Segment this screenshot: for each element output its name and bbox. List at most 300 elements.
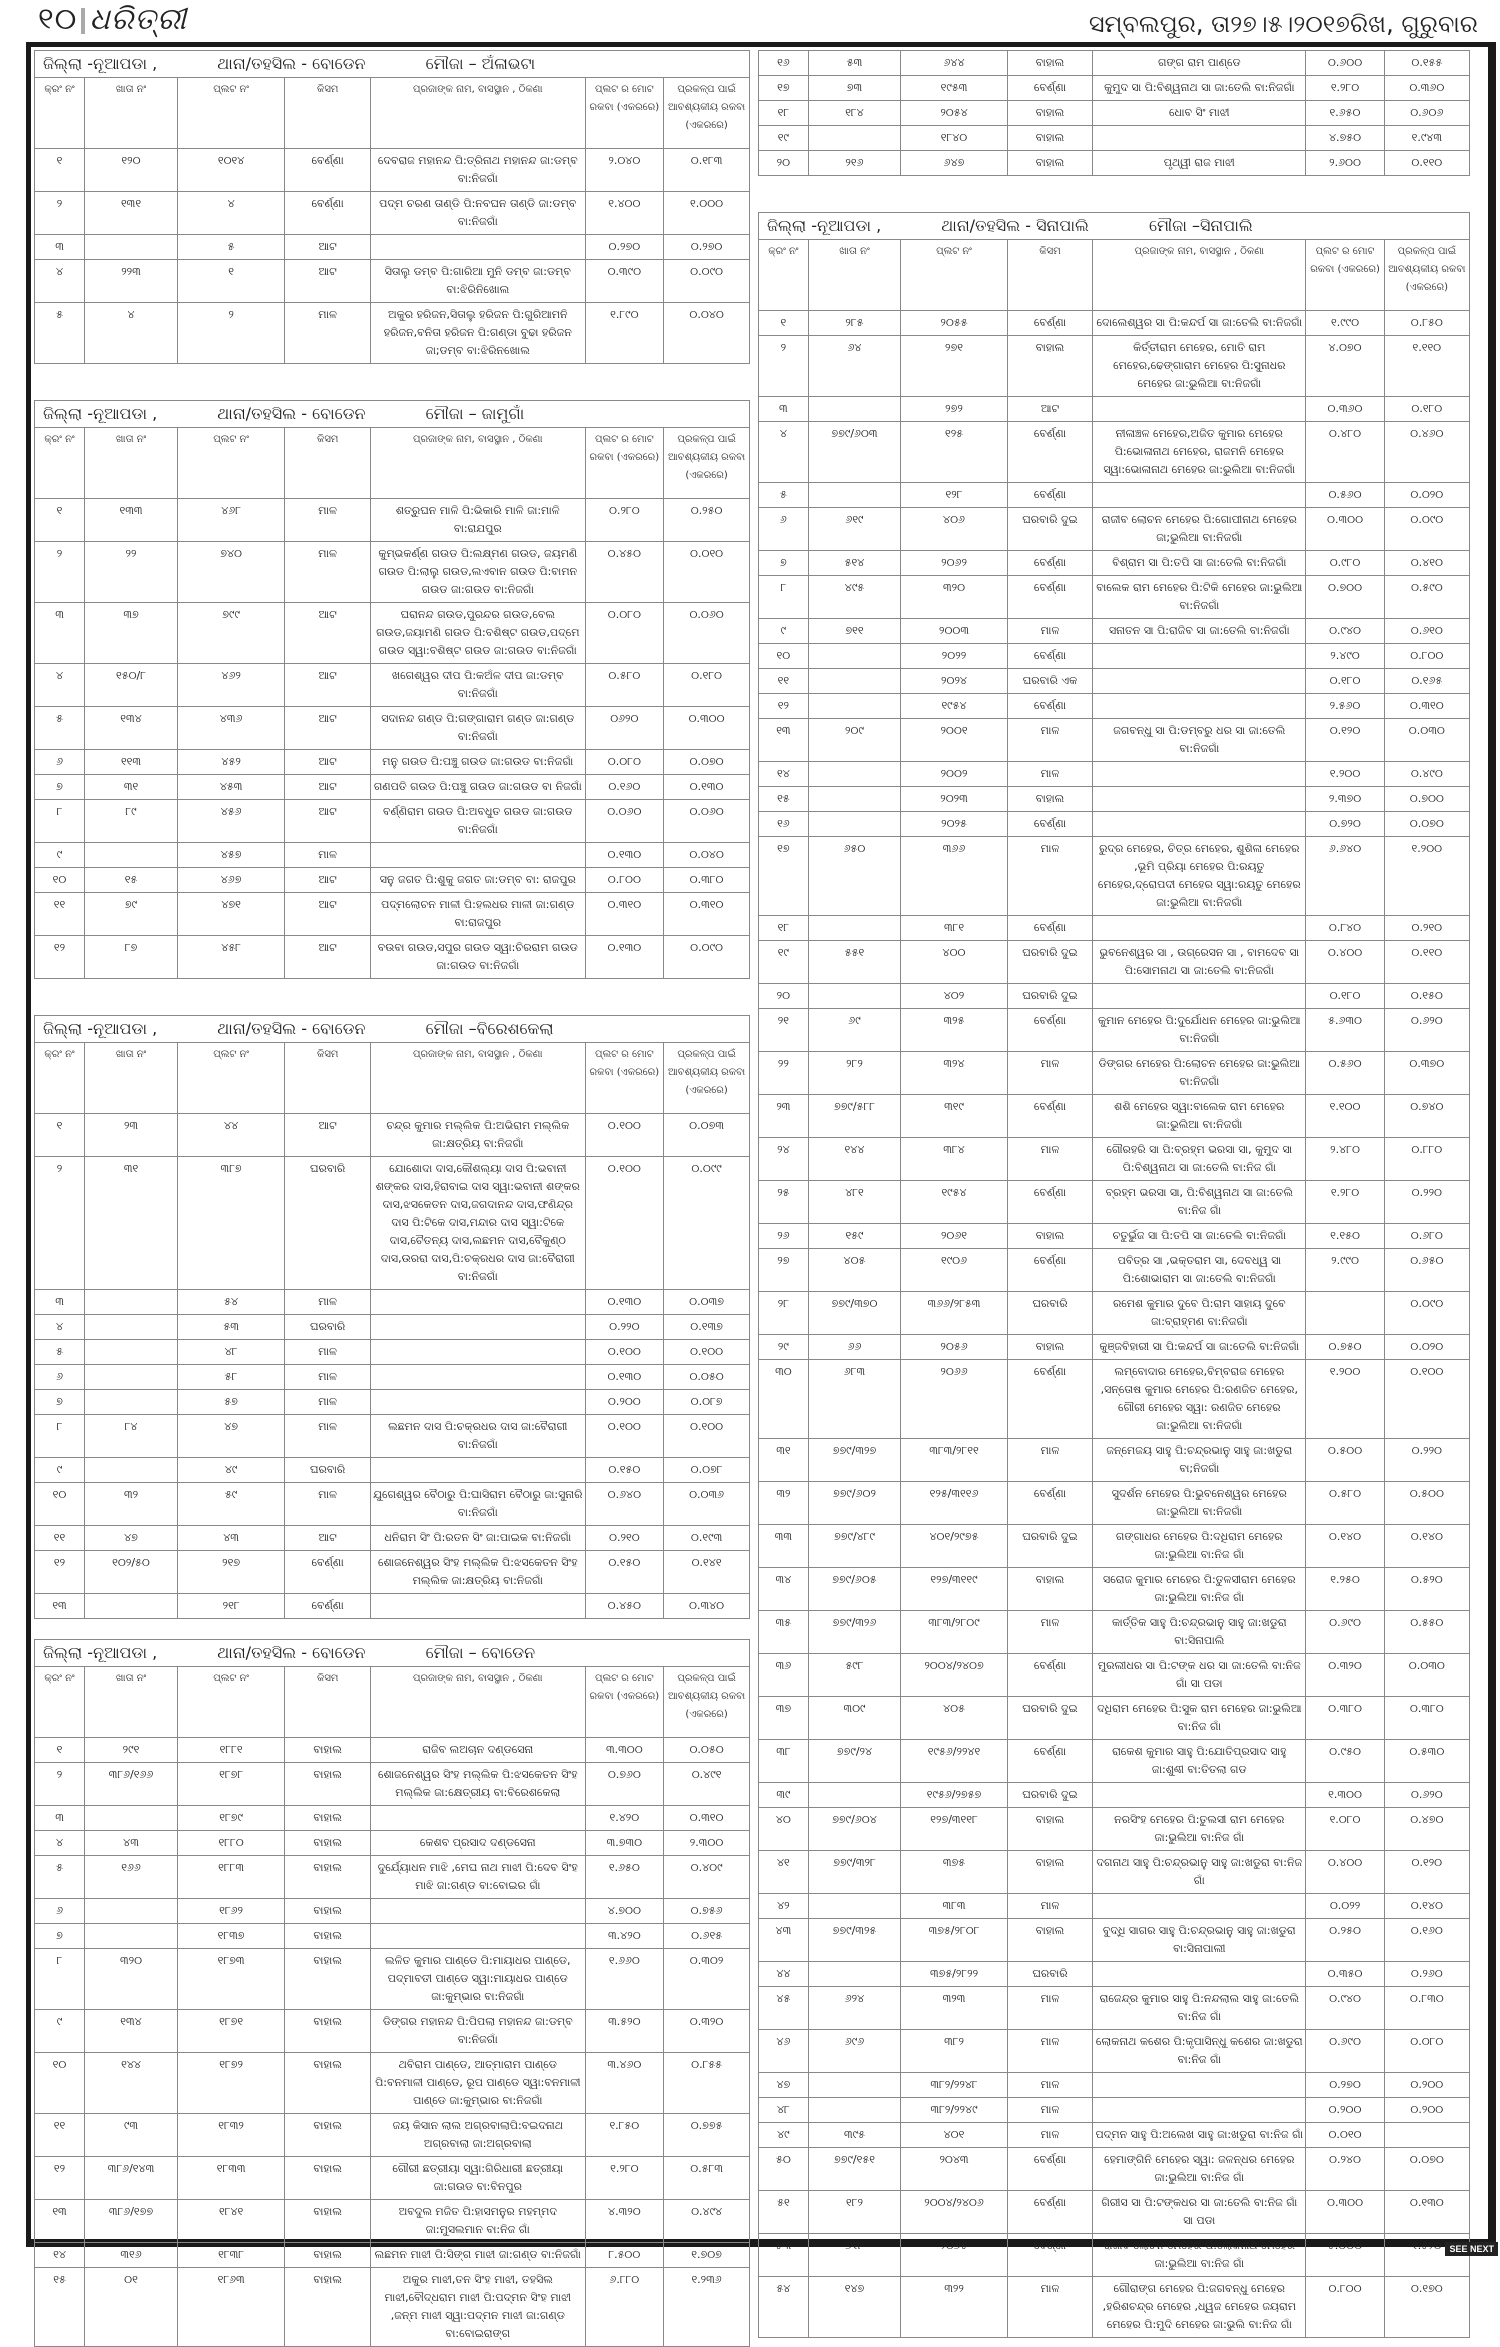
required-area-cell: ୦.୧୪୦ (1384, 1894, 1469, 1919)
plot-cell: ୧୦୧୪ (177, 149, 284, 192)
kisam-cell: ବେର୍ଣ୍ଣା (1007, 644, 1092, 669)
plot-cell: ୨୦୦୪/୨୪୦୭ (901, 1654, 1008, 1697)
total-area-cell: ୦୬୨୦ (585, 707, 664, 750)
kisam-cell: ବାହାଲ (1007, 126, 1092, 151)
table-row (35, 1856, 750, 1899)
col-header-total-area: ପ୍ଲଟ ର ମୋଟ ରକବା (ଏକରରେ) (585, 1667, 664, 1738)
serial-cell: ୧୪ (35, 2243, 85, 2268)
serial-cell: ୫ (35, 1340, 85, 1365)
col-header-total-area: ପ୍ଲଟ ର ମୋଟ ରକବା (ଏକରରେ) (585, 1043, 664, 1114)
kisam-cell: ଆଟ (285, 1114, 371, 1157)
owner-name-cell: ରାକେଶ କୁମାର ସାହୁ ପି:ଯୋତିପ୍ରସାଦ ସାହୁ ଜା:ଶୁଣ୍ଢୀ ବା:ତିତଲା ଗଡ (1093, 1740, 1306, 1783)
required-area-cell: ୦.୦୮୦ (1384, 2030, 1469, 2073)
plot-cell: ୧୮୮୧ (177, 1738, 284, 1763)
plot-cell: ୩୮୭ (177, 1157, 284, 1290)
khata-cell: ୪୮୧ (808, 1181, 900, 1224)
col-header-required-area: ପ୍ରକଳ୍ପ ପାଇଁ ଆବଶ୍ୟକୀୟ ରକବା (ଏକରରେ) (664, 428, 750, 499)
khata-cell: ୧୪୪ (808, 1138, 900, 1181)
col-header-serial: କ୍ରଂ ନଂ (759, 240, 809, 311)
serial-cell: ୫ (35, 707, 85, 750)
table-row (759, 1654, 1470, 1697)
block-spacer (758, 176, 1470, 212)
khata-cell: ୬୧୮ (808, 2234, 900, 2277)
khata-cell: ୧୮୨ (808, 2191, 900, 2234)
kisam-cell: ଘରବାରି ଦୁଇ (1007, 941, 1092, 984)
serial-cell: ୨୮ (759, 1292, 809, 1335)
required-area-cell: ୦.୭୦୦ (1384, 787, 1469, 812)
serial-cell: ୨ (35, 542, 85, 603)
khata-cell: ୭୭୯/୬୦୪ (808, 1808, 900, 1851)
total-area-cell: ୫.୦୦୦ (1306, 2234, 1384, 2277)
required-area-cell: ୦.୦୨୦ (1384, 1335, 1469, 1360)
khata-cell: ୭୩ (808, 76, 900, 101)
serial-cell: ୧୮ (759, 916, 809, 941)
plot-cell: ୧୮୬୩ (177, 2268, 284, 2347)
serial-cell: ୪୩ (759, 1919, 809, 1962)
required-area-cell: ୦.୩୮୦ (664, 868, 750, 893)
district-label: ଜିଲ୍ଲା -ନୂଆପଡା , (767, 216, 882, 235)
required-area-cell: ୦.୧୬୫ (1384, 669, 1469, 694)
owner-name-cell: ଗୌରୀ ଛତ୍ରୀୟା ସ୍ୱା:ଗିରିଧାରୀ ଛତ୍ରୀୟା ଜା:ଗଉଡ ବା:ବିନପୁର (371, 2157, 586, 2200)
khata-cell: ୧୫୦/୮ (85, 664, 178, 707)
table-row (759, 1525, 1470, 1568)
kisam-cell: ମାଳ (1007, 2073, 1092, 2098)
table-row (35, 936, 750, 979)
table-row (35, 1157, 750, 1290)
serial-cell: ୪୨ (759, 1894, 809, 1919)
plot-cell: ୧୯୫୪ (901, 694, 1008, 719)
kisam-cell: ବାହାଲ (1007, 1919, 1092, 1962)
table-row (759, 1181, 1470, 1224)
khata-cell: ୬୯୬ (808, 2030, 900, 2073)
khata-cell (808, 126, 900, 151)
plot-cell: ୨୦୫୬ (901, 1335, 1008, 1360)
masthead (0, 0, 1500, 42)
plot-cell: ୭୪୦ (177, 542, 284, 603)
plot-cell: ୩୬୬/୨୮୫୩ (901, 1292, 1008, 1335)
khata-cell (808, 694, 900, 719)
owner-name-cell: ଘରାନନ୍ଦ ଗଉଡ,ପୁରନ୍ଦର ଗଉଡ,ବେଲ ଗଉଡ,ଜୟାମଣି ଗଉଡ ପି:ବଶିଷ୍ଟ ଗଉଡ,ପଦ୍ମେ ଗଉଡ ସ୍ୱା:ବଶିଷ୍ଟ ଗଉଡ ଜା:ଗଉଡ ବା:ନିଜଗାଁ (371, 603, 586, 664)
serial-cell: ୫୦ (759, 2148, 809, 2191)
required-area-cell: ୦.୧୦୦ (1384, 1360, 1469, 1439)
required-area-cell: ୦.୪୯୦ (1384, 762, 1469, 787)
serial-cell: ୮ (759, 576, 809, 619)
owner-name-cell (371, 1458, 586, 1483)
plot-cell: ୧୯୫୬/୨୨୪୧ (901, 1740, 1008, 1783)
owner-name-cell: ଜନ୍ମେଜୟ ସାହୁ ପି:ଚନ୍ଦ୍ରଭାନୁ ସାହୁ ଜା:ଖଡୁରା ବା;ନିଜଗାଁ (1093, 1439, 1306, 1482)
total-area-cell: ୦.୦୨୨ (1306, 1894, 1384, 1919)
table-row (759, 1987, 1470, 2030)
serial-cell: ୨୨ (759, 1052, 809, 1095)
kisam-cell: ବାହାଲ (285, 1806, 371, 1831)
serial-cell: ୨୪ (759, 1138, 809, 1181)
required-area-cell: ୦.୧୯୩ (664, 1526, 750, 1551)
kisam-cell: ମାଳ (285, 1340, 371, 1365)
plot-cell: ୧୮୮୩ (177, 1856, 284, 1899)
table-row (759, 51, 1470, 76)
required-area-cell: ୦.୦୫୦ (664, 1365, 750, 1390)
plot-cell: ୧୮୩୨ (177, 2114, 284, 2157)
col-header-khata: ଖାତା ନଂ (808, 240, 900, 311)
required-area-cell: ୦.୦୭୦ (664, 750, 750, 775)
paper-name: ଧରିତ୍ରୀ (89, 2, 188, 37)
col-header-serial: କ୍ରଂ ନଂ (35, 1667, 85, 1738)
owner-name-cell: ରାଜିବ ଲଅଚାନ ଦଣ୍ଡସେନା (371, 1738, 586, 1763)
total-area-cell: ୫.୬୩୦ (1306, 1009, 1384, 1052)
owner-name-cell: ଅବଦୁଲ ମଜିତ ପି:ହାସମନୁର ମହମ୍ମଦ ଜା:ମୁସଲମାନ ବା:ନିଜ ଗାଁ (371, 2200, 586, 2243)
table-row (759, 2277, 1470, 2338)
plot-cell: ୪୫୬ (177, 800, 284, 843)
table-row (759, 1783, 1470, 1808)
total-area-cell: ୦.୨୪୦ (1306, 2148, 1384, 2191)
block-title (35, 401, 750, 428)
kisam-cell: ବାହାଲ (1007, 336, 1092, 397)
required-area-cell: ୦.୦୭୦ (1384, 2148, 1469, 2191)
total-area-cell: ୦.୬୯୦ (1306, 1611, 1384, 1654)
required-area-cell: ୦.୬୨୦ (1384, 1009, 1469, 1052)
table-row (759, 1611, 1470, 1654)
khata-cell: ୧୮୪ (808, 101, 900, 126)
plot-cell: ୪୬୨ (177, 664, 284, 707)
total-area-cell: ୦.୫୬୦ (1306, 1052, 1384, 1095)
kisam-cell: ବେର୍ଣ୍ଣା (1007, 1009, 1092, 1052)
kisam-cell: ବେର୍ଣ୍ଣା (1007, 76, 1092, 101)
total-area-cell: ୨.୫୬୦ (1306, 694, 1384, 719)
owner-name-cell (371, 1594, 586, 1619)
kisam-cell: ବାହାଲ (285, 1856, 371, 1899)
plot-cell: ୧୮୪୦ (901, 126, 1008, 151)
serial-cell: ୧୨ (35, 2157, 85, 2200)
required-area-cell: ୦.୬୧୫ (664, 1924, 750, 1949)
plot-cell: ୨୦୨୩ (901, 787, 1008, 812)
serial-cell: ୧୦ (35, 868, 85, 893)
table-row (759, 483, 1470, 508)
total-area-cell: ୧.୯୯୦ (1306, 311, 1384, 336)
header-row (35, 428, 750, 499)
owner-name-cell: ଯୁଗେଶ୍ୱର ବୈଠାରୁ ପି:ଘାସିରାମ ବୈଠାରୁ ଜା:ସୁନାରି ବା:ନିଜଗାଁ (371, 1483, 586, 1526)
serial-cell: ୧ (35, 1114, 85, 1157)
khata-cell: ୭୭୯/୩୨୭ (808, 1439, 900, 1482)
khata-cell (808, 397, 900, 422)
plot-cell: ୪୩ (177, 1526, 284, 1551)
khata-cell (85, 1594, 178, 1619)
required-area-cell: ୦.୦୪୦ (664, 303, 750, 364)
required-area-cell: ୦.୧୮୦ (1384, 397, 1469, 422)
total-area-cell: ୮.୫୦୦ (585, 2243, 664, 2268)
col-header-kisam: କିସମ (285, 1043, 371, 1114)
plot-cell: ୨୦୦୪/୨୪୦୬ (901, 2191, 1008, 2234)
table-row (759, 126, 1470, 151)
total-area-cell: ୦.୭୫୦ (1306, 1335, 1384, 1360)
serial-cell: ୧୫ (35, 2268, 85, 2347)
total-area-cell: ୧.୪୨୦ (585, 1806, 664, 1831)
kisam-cell: ମାଳ (1007, 1611, 1092, 1654)
total-area-cell: ୦.୮୪୦ (1306, 916, 1384, 941)
tahasil-label: ଥାନା/ତହସିଲ - ବୋଡେନ (217, 54, 366, 73)
serial-cell: ୩୨ (759, 1482, 809, 1525)
owner-name-cell (371, 1806, 586, 1831)
serial-cell: ୪ (35, 1831, 85, 1856)
required-area-cell: ୦.୫୫୦ (1384, 1611, 1469, 1654)
plot-cell: ୨୦୫୫ (901, 311, 1008, 336)
table-row (35, 1738, 750, 1763)
table-row (759, 101, 1470, 126)
kisam-cell: ମାଳ (285, 1390, 371, 1415)
khata-cell: ୧୧୩ (85, 750, 178, 775)
kisam-cell: ବେର୍ଣ୍ଣା (1007, 2148, 1092, 2191)
total-area-cell: ୦.୬୦୦ (1306, 51, 1384, 76)
plot-cell: ୬୪୪ (901, 51, 1008, 76)
kisam-cell: ମାଳ (1007, 719, 1092, 762)
kisam-cell: ବେର୍ଣ୍ଣା (1007, 576, 1092, 619)
owner-name-cell (371, 1290, 586, 1315)
plot-cell: ୨୧୮ (177, 1594, 284, 1619)
kisam-cell: ମାଳ (285, 1415, 371, 1458)
khata-cell: ୭୭୯/୬୦୨ (808, 1482, 900, 1525)
table-row (35, 1315, 750, 1340)
total-area-cell: ୦.୨୭୦ (585, 235, 664, 260)
table-row (35, 664, 750, 707)
table-row (759, 2073, 1470, 2098)
plot-cell: ୫୮ (177, 1365, 284, 1390)
khata-cell: ୨୨ (85, 542, 178, 603)
mauja-label: ମୌଜା – ଅଁଳାଭଟା (425, 54, 536, 73)
serial-cell: ୫୪ (759, 2277, 809, 2338)
plot-cell: ୪୬୭ (177, 868, 284, 893)
table-row (759, 1360, 1470, 1439)
khata-cell: ୬୧୯ (808, 508, 900, 551)
serial-cell: ୧୧ (35, 893, 85, 936)
owner-name-cell: ସଦାନନ୍ଦ ଗଣ୍ଡ ପି:ଗଙ୍ଗାରାମ ଗଣ୍ଡ ଜା:ଗଣ୍ଡ ବା:ନିଜଗାଁ (371, 707, 586, 750)
required-area-cell: ୦.୦୯୦ (664, 260, 750, 303)
plot-cell: ୧୮୮୦ (177, 1831, 284, 1856)
col-header-plot: ପ୍ଲଟ ନଂ (177, 1043, 284, 1114)
kisam-cell: ଆଟ (285, 707, 371, 750)
required-area-cell: ୦.୫୯୦ (1384, 576, 1469, 619)
owner-name-cell: ଖଗେଶ୍ୱର ଦୀପ ପି:କଅଁଳ ଦୀପ ଜା:ଡମ୍ବ ବା:ନିଜଗାଁ (371, 664, 586, 707)
table-row (759, 397, 1470, 422)
owner-name-cell: ଲଛମନ ଦାସ ପି:ଚକ୍ରଧର ଦାସ ଜା:ବୈରାଗୀ ବା:ନିଜଗାଁ (371, 1415, 586, 1458)
khata-cell: ୦୧ (85, 2268, 178, 2347)
total-area-cell: ୦.୪୦୦ (1306, 941, 1384, 984)
khata-cell: ୧୩୧ (85, 192, 178, 235)
khata-cell: ୩୨୦ (85, 1949, 178, 2010)
tahasil-label: ଥାନା/ତହସିଲ - ବୋଡେନ (217, 404, 366, 423)
required-area-cell: ୦.୫୨୦ (1384, 1568, 1469, 1611)
plot-cell: ୪୩୬ (177, 707, 284, 750)
col-header-kisam: କିସମ (285, 78, 371, 149)
table-row (759, 762, 1470, 787)
total-area-cell: ୦.୯୪୦ (1306, 1987, 1384, 2030)
khata-cell (85, 1365, 178, 1390)
serial-cell: ୩ (35, 235, 85, 260)
plot-cell: ୨୦୬୧ (901, 1224, 1008, 1249)
land-table (34, 50, 750, 364)
serial-cell: ୧ (35, 1738, 85, 1763)
total-area-cell: ୩.୪୬୦ (585, 2053, 664, 2114)
required-area-cell (1384, 2123, 1469, 2148)
owner-name-cell: ନୀଳାଞ୍ଚଳ ମେହେର,ଅଜିତ କୁମାର ମେହେର ପି:ଭୋଳାନାଥ ମେହେର, ରାଜମନି ମେହେର ସ୍ୱା:ଭୋଳାନାଥ ମେହେର ଜା:ଭୁଲିଆ ବା:ନିଜଗାଁ (1093, 422, 1306, 483)
kisam-cell: ବାହାଲ (285, 2114, 371, 2157)
khata-cell: ୭୭୯/୨୪ (808, 1740, 900, 1783)
total-area-cell: ୧.୨୦୦ (1306, 762, 1384, 787)
total-area-cell: ୦.୦୮୦ (585, 603, 664, 664)
col-header-plot: ପ୍ଲଟ ନଂ (177, 1667, 284, 1738)
owner-name-cell: ରମେଶ କୁମାର ଦୁବେ ପି:ରାମ ସାହାୟ ଦୁବେ ଜା:ବ୍ରାହ୍ମଣ ବା:ନିଜଗାଁ (1093, 1292, 1306, 1335)
required-area-cell: ୦.୮୮୦ (1384, 1138, 1469, 1181)
khata-cell (85, 1390, 178, 1415)
owner-name-cell: ରାଜୀବ ଲୋଚନ ମେହେର ପି:ଲୋକନାଥ ମେହେର ଜା:ଭୁଲିଆ ବା:ନିଜ ଗାଁ (1093, 2234, 1306, 2277)
required-area-cell: ୧.୫୨୦ (1384, 2234, 1469, 2277)
khata-cell: ୨୦୯ (808, 719, 900, 762)
mauja-label: ମୌଜା – ଜାମୁଗାଁ (425, 404, 525, 423)
land-table (758, 212, 1470, 2338)
kisam-cell: ବେର୍ଣ୍ଣା (285, 149, 371, 192)
kisam-cell: ମାଳ (1007, 1439, 1092, 1482)
masthead-divider (81, 8, 85, 34)
table-row (35, 750, 750, 775)
total-area-cell: ୦.୩୦୦ (1306, 2191, 1384, 2234)
kisam-cell: ବେର୍ଣ୍ଣା (1007, 551, 1092, 576)
serial-cell: ୨୭ (759, 1249, 809, 1292)
plot-cell: ୪୦୦ (901, 941, 1008, 984)
kisam-cell: ବେର୍ଣ୍ଣା (1007, 422, 1092, 483)
serial-cell: ୮ (35, 1415, 85, 1458)
total-area-cell: ୦.୩୬୦ (1306, 397, 1384, 422)
total-area-cell: ୦.୭୨୦ (1306, 812, 1384, 837)
total-area-cell: ୧.୮୫୦ (585, 2114, 664, 2157)
required-area-cell: ୦.୭୫୬ (664, 1899, 750, 1924)
khata-cell: ୧୨୦ (85, 149, 178, 192)
serial-cell: ୧୦ (35, 2053, 85, 2114)
kisam-cell: ଆଟ (285, 775, 371, 800)
plot-cell: ୪୦୫ (901, 1697, 1008, 1740)
total-area-cell: ୪.୭୫୦ (1306, 126, 1384, 151)
block-spacer (34, 364, 750, 400)
tahasil-label: ଥାନା/ତହସିଲ - ବୋଡେନ (217, 1643, 366, 1662)
required-area-cell: ୦.୫୩୦ (1384, 1740, 1469, 1783)
owner-name-cell: ଥବିରାମ ପାଣ୍ଡେ, ଆତ୍ମାରାମ ପାଣ୍ଡେ ପି:ବନମାଳୀ ପାଣ୍ଡେ, ରୂପ ପାଣ୍ଡେ ସ୍ୱା:ବନମାଳୀ ପାଣ୍ଡେ ଜା:କୁମ୍ଭାର ବା:ନିଜଗାଁ (371, 2053, 586, 2114)
khata-cell: ୭୭୯/୩୨୫ (808, 1919, 900, 1962)
kisam-cell: ଆଟ (285, 664, 371, 707)
table-row (759, 837, 1470, 916)
kisam-cell: ବାହାଲ (285, 1763, 371, 1806)
khata-cell: ୩୮୬/୧୪୩ (85, 2157, 178, 2200)
owner-name-cell (1093, 916, 1306, 941)
total-area-cell: ୦.୧୫୦ (585, 1458, 664, 1483)
khata-cell: ୬୫୦ (808, 837, 900, 916)
serial-cell: ୧ (759, 311, 809, 336)
plot-cell: ୩୮୩/୨୮୧୧ (901, 1439, 1008, 1482)
kisam-cell: ମାଳ (1007, 762, 1092, 787)
khata-cell: ୭୭୯/୧୫୧ (808, 2148, 900, 2191)
kisam-cell: ମାଳ (1007, 1894, 1092, 1919)
district-label: ଜିଲ୍ଲା -ନୂଆପଡା , (43, 54, 158, 73)
owner-name-cell: ଲୋକନାଥ କଶେର ପି:କୃପାସିନ୍ଧୁ କଶେର ଜା:ଖଡୁରା ବା:ନିଜ ଗାଁ (1093, 2030, 1306, 2073)
plot-cell: ୧୨୮ (901, 483, 1008, 508)
plot-cell: ୪୮ (177, 1340, 284, 1365)
total-area-cell: ୦.୧୦୦ (585, 1157, 664, 1290)
khata-cell: ୭୭୯/୬୦୩ (808, 422, 900, 483)
kisam-cell: ବାହାଲ (285, 2157, 371, 2200)
plot-cell: ୨୦୨୨ (901, 644, 1008, 669)
col-header-kisam: କିସମ (1007, 240, 1092, 311)
khata-cell: ୬୬ (808, 1335, 900, 1360)
owner-name-cell: ଶୋଜନେଶ୍ୱର ସିଂହ ମଲ୍ଲିକ ପି:ଝସକେତନ ସିଂହ ମଲ୍ଲିକ ଜା:କ୍ଷତ୍ରିୟ ବା:ନିଜଗାଁ (371, 1551, 586, 1594)
table-row (759, 984, 1470, 1009)
total-area-cell: ୧.୧୫୦ (1306, 1224, 1384, 1249)
serial-cell: ୩୯ (759, 1783, 809, 1808)
khata-cell: ୮୪ (85, 1415, 178, 1458)
owner-name-cell: ଲମ୍ବୋଦାର ମେହେର,ବିମ୍ବରାଜ ମେହେର ,ସନ୍ତୋଷ କୁମାର ମେହେର ପି:ରଣଜିତ ମେହେର, ଗୌରୀ ମେହେର ସ୍ୱା: ରଣଜିତ ମେହେର ଜା:ଭୁଲିଆ ବା:ନିଜଗାଁ (1093, 1360, 1306, 1439)
kisam-cell: ବାହାଲ (285, 1924, 371, 1949)
table-row (759, 336, 1470, 397)
serial-cell: ୧୮ (759, 101, 809, 126)
serial-cell: ୧୩ (35, 2200, 85, 2243)
block-title-row (35, 1016, 750, 1043)
kisam-cell: ଘରବାରି ଦୁଇ (1007, 1525, 1092, 1568)
khata-cell (85, 843, 178, 868)
block-title (35, 1016, 750, 1043)
required-area-cell: ୦.୩୨୦ (664, 2010, 750, 2053)
table-row (35, 1290, 750, 1315)
required-area-cell: ୦.୭୭୫ (664, 2114, 750, 2157)
plot-cell: ୪୫୩ (177, 775, 284, 800)
plot-cell: ୩୨୪ (901, 1052, 1008, 1095)
table-row (759, 2098, 1470, 2123)
required-area-cell: ୦.୦୩୦ (1384, 719, 1469, 762)
total-area-cell: ୪.୦୭୦ (1306, 336, 1384, 397)
khata-cell: ୧୪୪ (85, 2053, 178, 2114)
total-area-cell: ୦.୩୫୦ (1306, 1962, 1384, 1987)
plot-cell: ୨୭୧ (901, 336, 1008, 397)
khata-cell: ୫୧୪ (808, 551, 900, 576)
owner-name-cell: ପୃଥ୍ୱୀ ରାଜ ମାଝୀ (1093, 151, 1306, 176)
required-area-cell: ୦.୨୦୦ (1384, 2098, 1469, 2123)
table-row (35, 1458, 750, 1483)
required-area-cell: ୦.୧୦୦ (664, 1340, 750, 1365)
owner-name-cell: ଶୋଜନେଶ୍ୱର ସିଂହ ମଲ୍ଲିକ ପି:ଝସକେତନ ସିଂହ ମଲ୍ଲିକ ଜା:କ୍ଷେତ୍ରୀୟ ବା:ବିରେଶକେଲା (371, 1763, 586, 1806)
serial-cell: ୬ (759, 508, 809, 551)
kisam-cell: ବେର୍ଣ୍ଣା (1007, 1095, 1092, 1138)
owner-name-cell: ଅକୁର ହରିଜନ,ସିତାଲୁ ହରିଜନ ପି:ଗୁରିଆମନି ହରିଜନ,ବନିତା ହରିଜନ ପି:ଗଣ୍ଡା ବୁଢା ହରିଜନ ଜା;ଡମ୍ବ ବା:ଝିରିନଖୋଲ (371, 303, 586, 364)
table-row (35, 2010, 750, 2053)
serial-cell: ୧୩ (759, 719, 809, 762)
khata-cell: ୯୩ (85, 2114, 178, 2157)
owner-name-cell (1093, 2073, 1306, 2098)
col-header-serial: କ୍ରଂ ନଂ (35, 428, 85, 499)
owner-name-cell: ପଦ୍ମନ ସାହୁ ପି:ଅଲେଖ ସାହୁ ଜା:ଖଡୁରା ବା:ନିଜ ଗାଁ (1093, 2123, 1306, 2148)
kisam-cell: ମାଳ (1007, 2123, 1092, 2148)
col-header-total-area: ପ୍ଲଟ ର ମୋଟ ରକବା (ଏକରରେ) (1306, 240, 1384, 311)
serial-cell: ୧୧ (35, 2114, 85, 2157)
khata-cell: ୭୭୯/୫୮୮ (808, 1095, 900, 1138)
kisam-cell: ବାହାଲ (1007, 1335, 1092, 1360)
total-area-cell: ୦.୨୫୦ (1306, 1919, 1384, 1962)
land-table (758, 50, 1470, 176)
total-area-cell: ୦.୧୩୦ (585, 936, 664, 979)
plot-cell: ୧୮୭୯ (177, 1806, 284, 1831)
kisam-cell: ବେର୍ଣ୍ଣା (1007, 1482, 1092, 1525)
table-row (759, 1919, 1470, 1962)
owner-name-cell (1093, 984, 1306, 1009)
kisam-cell: ଘରବାରି (1007, 1292, 1092, 1335)
required-area-cell: ୦.୦୩୦ (1384, 1654, 1469, 1697)
owner-name-cell: ଗଙ୍ଗ ରାମ ପାଣ୍ଡେ (1093, 51, 1306, 76)
total-area-cell: ୨.୯୯୦ (1306, 1249, 1384, 1292)
kisam-cell: ବାହାଲ (285, 1831, 371, 1856)
plot-cell: ୩୬୬ (901, 837, 1008, 916)
